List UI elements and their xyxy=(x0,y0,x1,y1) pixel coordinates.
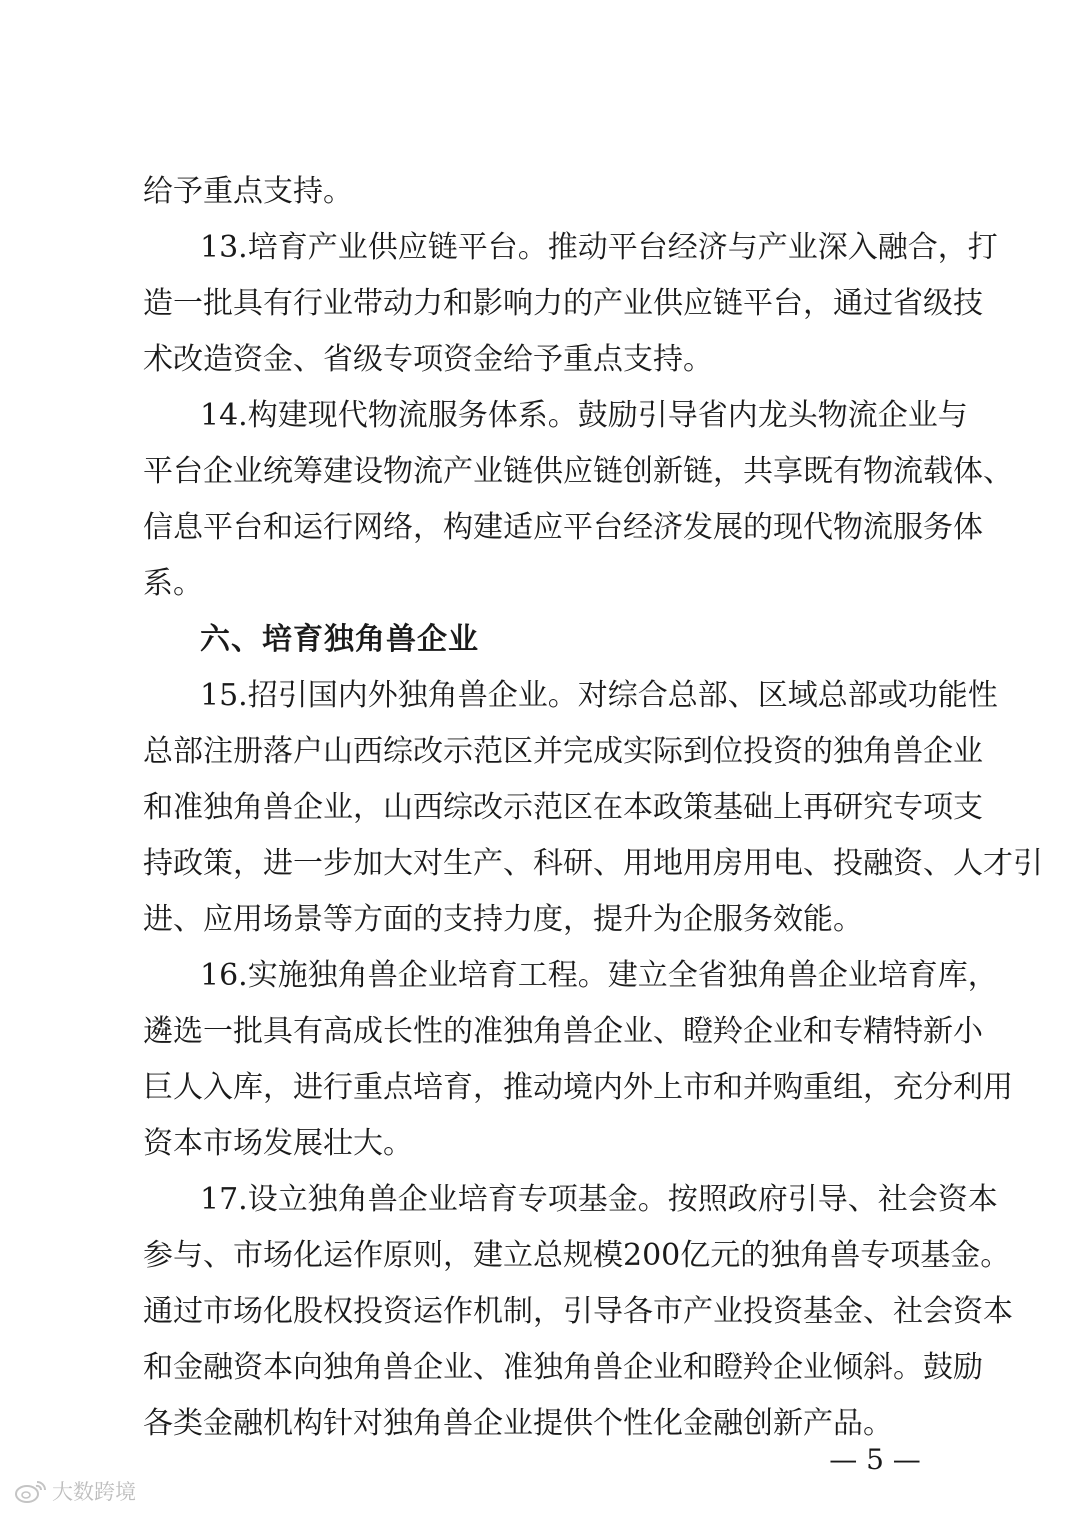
paragraph-line: 13.培育产业供应链平台。推动平台经济与产业深入融合，打 xyxy=(200,230,998,265)
paragraph-line: 和金融资本向独角兽企业、准独角兽企业和瞪羚企业倾斜。鼓励 xyxy=(143,1350,983,1385)
paragraph-line: 巨人入库，进行重点培育，推动境内外上市和并购重组，充分利用 xyxy=(143,1070,1013,1105)
paragraph-line: 系。 xyxy=(143,566,203,601)
weibo-logo-icon xyxy=(14,1478,48,1504)
paragraph-line: 17.设立独角兽企业培育专项基金。按照政府引导、社会资本 xyxy=(200,1182,998,1217)
watermark xyxy=(14,1478,136,1504)
paragraph-line: 进、应用场景等方面的支持力度，提升为企服务效能。 xyxy=(143,902,863,937)
paragraph-line: 平台企业统筹建设物流产业链供应链创新链，共享既有物流载体、 xyxy=(143,454,1013,489)
paragraph-line: 术改造资金、省级专项资金给予重点支持。 xyxy=(143,342,713,377)
paragraph-line: 14.构建现代物流服务体系。鼓励引导省内龙头物流企业与 xyxy=(200,398,968,433)
paragraph-line: 15.招引国内外独角兽企业。对综合总部、区域总部或功能性 xyxy=(200,678,998,713)
paragraph-line: 资本市场发展壮大。 xyxy=(143,1126,413,1161)
paragraph-line: 通过市场化股权投资运作机制，引导各市产业投资基金、社会资本 xyxy=(143,1294,1013,1329)
paragraph-line: 给予重点支持。 xyxy=(143,174,353,209)
paragraph-line: 持政策，进一步加大对生产、科研、用地用房用电、投融资、人才引 xyxy=(143,846,1043,881)
paragraph-line: 信息平台和运行网络，构建适应平台经济发展的现代物流服务体 xyxy=(143,510,983,545)
paragraph-line: 总部注册落户山西综改示范区并完成实际到位投资的独角兽企业 xyxy=(143,734,983,769)
paragraph-line: 各类金融机构针对独角兽企业提供个性化金融创新产品。 xyxy=(143,1406,893,1441)
paragraph-line: 16.实施独角兽企业培育工程。建立全省独角兽企业培育库， xyxy=(200,958,998,993)
paragraph-line: 和准独角兽企业，山西综改示范区在本政策基础上再研究专项支 xyxy=(143,790,983,825)
page-number: — 5 — xyxy=(829,1443,921,1476)
paragraph-line: 遴选一批具有高成长性的准独角兽企业、瞪羚企业和专精特新小 xyxy=(143,1014,983,1049)
section-heading: 六、培育独角兽企业 xyxy=(200,622,479,657)
paragraph-line: 参与、市场化运作原则，建立总规模200亿元的独角兽专项基金。 xyxy=(143,1238,1011,1273)
paragraph-line: 造一批具有行业带动力和影响力的产业供应链平台，通过省级技 xyxy=(143,286,983,321)
watermark-text: 大数跨境 xyxy=(52,1480,136,1504)
